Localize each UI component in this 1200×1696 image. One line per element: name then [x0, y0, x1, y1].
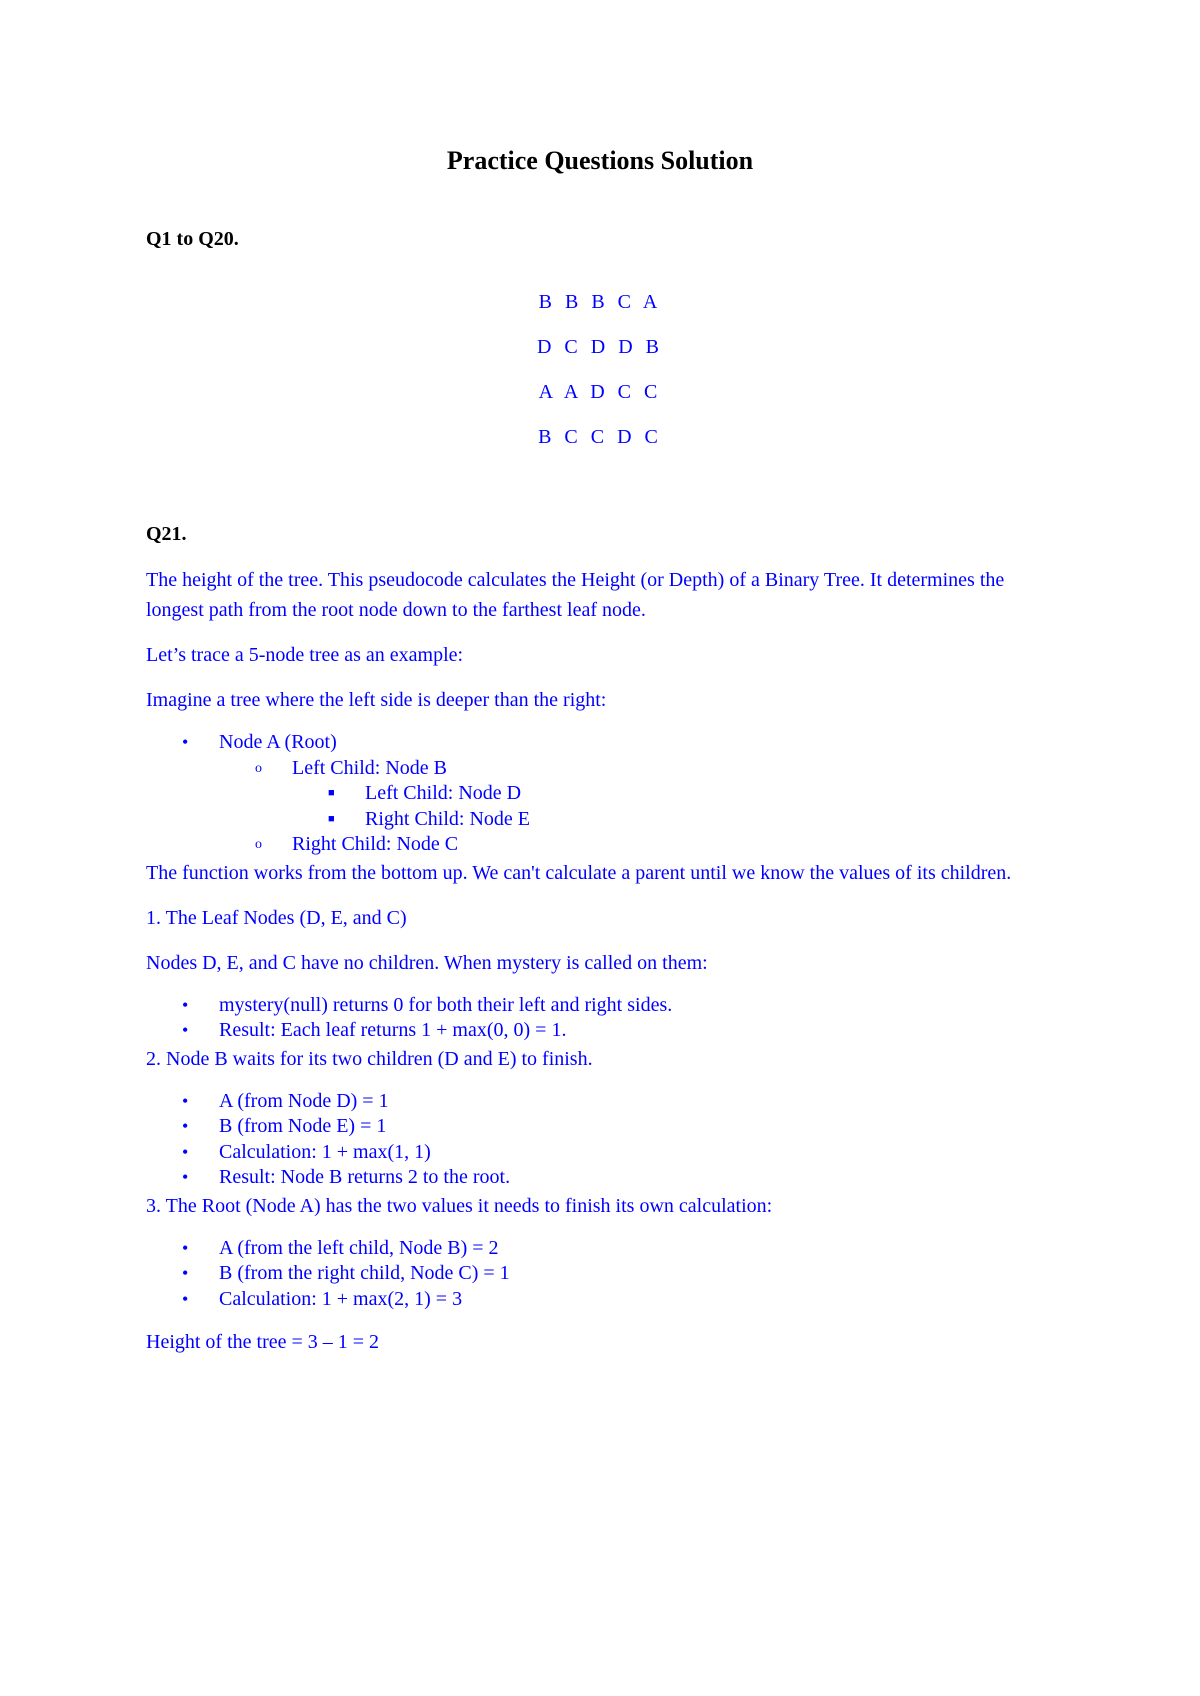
bottom-up-paragraph: The function works from the bottom up. We can't calculate a parent until we know the values of its children.	[146, 861, 1012, 884]
bullet-dot-icon: •	[182, 1263, 189, 1283]
list-item: • A (from the left child, Node B) = 2	[146, 1236, 1066, 1262]
q21-body	[146, 565, 1066, 1372]
list-item: • B (from Node E) = 1	[146, 1114, 1066, 1140]
bullet-dot-icon: •	[182, 1116, 189, 1136]
list-item: • Node A (Root)	[146, 730, 1066, 756]
list-item: o Right Child: Node C	[146, 832, 1066, 858]
list-item: • B (from the right child, Node C) = 1	[146, 1261, 1066, 1287]
tree-outline	[146, 730, 1066, 858]
bullet-dot-icon: •	[182, 1288, 189, 1309]
step1-list	[146, 993, 1066, 1044]
bullet-dot-icon: •	[182, 994, 189, 1015]
q1-q20-heading: Q1 to Q20.	[146, 228, 239, 250]
answer-row: D C D D B	[536, 336, 663, 358]
step1-heading: 1. The Leaf Nodes (D, E, and C)	[146, 906, 407, 929]
list-item: • Result: Each leaf returns 1 + max(0, 0) = 1.	[146, 1018, 1066, 1044]
bullet-dot-icon: •	[182, 1237, 189, 1258]
bullet-circle-icon: o	[255, 760, 262, 776]
step3-heading: 3. The Root (Node A) has the two values it needs to finish its own calculation:	[146, 1194, 773, 1217]
answer-grid	[0, 290, 1200, 470]
step2-heading: 2. Node B waits for its two children (D and E) to finish.	[146, 1047, 593, 1070]
bullet-square-icon: ■	[328, 787, 335, 799]
bullet-square-icon: ■	[328, 812, 335, 825]
bullet-circle-icon: o	[255, 837, 262, 852]
bullet-dot-icon: •	[182, 1141, 189, 1162]
trace-line: Let’s trace a 5-node tree as an example:	[146, 644, 464, 666]
list-item: o Left Child: Node B	[146, 756, 1066, 782]
page-title: Practice Questions Solution	[446, 146, 754, 175]
list-item: • Calculation: 1 + max(1, 1)	[146, 1140, 1066, 1166]
imagine-line: Imagine a tree where the left side is deeper than the right:	[146, 689, 607, 711]
list-item: • Result: Node B returns 2 to the root.	[146, 1165, 1066, 1191]
list-item: • Calculation: 1 + max(2, 1) = 3	[146, 1287, 1066, 1313]
answer-row: B B B C A	[538, 291, 662, 313]
answer-row: A A D C C	[538, 381, 662, 403]
list-item: • A (from Node D) = 1	[146, 1089, 1066, 1115]
bullet-dot-icon: •	[182, 1020, 189, 1040]
bullet-dot-icon: •	[182, 1090, 189, 1111]
q21-heading: Q21.	[146, 523, 187, 545]
bullet-dot-icon: •	[182, 1167, 189, 1187]
step2-list	[146, 1089, 1066, 1191]
step3-list	[146, 1236, 1066, 1313]
list-item: ■ Right Child: Node E	[146, 807, 1066, 833]
intro-paragraph: The height of the tree. This pseudocode calculates the Height (or Depth) of a Binary Tree. It determines the longest path from the root node down to the farthest leaf node.	[146, 569, 1005, 621]
answer-row: B C C D C	[538, 426, 662, 448]
bullet-dot-icon: •	[182, 732, 189, 752]
list-item: • mystery(null) returns 0 for both their left and right sides.	[146, 993, 1066, 1019]
step1-text: Nodes D, E, and C have no children. When mystery is called on them:	[146, 951, 708, 974]
final-result-line: Height of the tree = 3 – 1 = 2	[146, 1331, 380, 1353]
list-item: ■ Left Child: Node D	[146, 781, 1066, 807]
